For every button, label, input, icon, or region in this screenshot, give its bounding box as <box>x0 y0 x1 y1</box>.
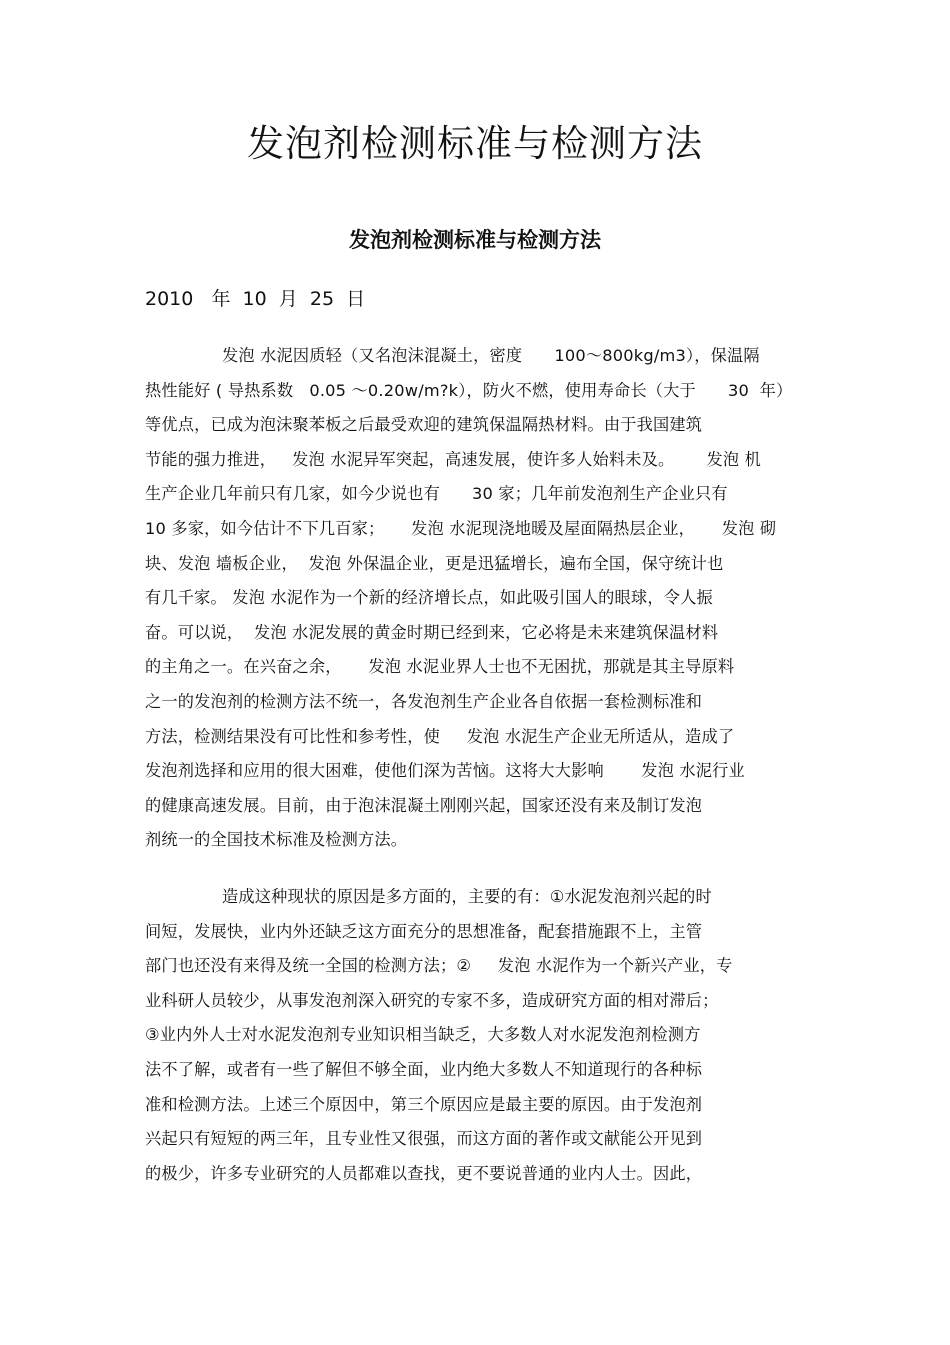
paragraph-line: 生产企业几年前只有几家，如今少说也有 30 家；几年前发泡剂生产企业只有 <box>145 484 728 504</box>
paragraph-line: 10 多家，如今估计不下几百家； 发泡 水泥现浇地暖及屋面隔热层企业， 发泡 砌 <box>145 518 777 538</box>
document-subtitle: 发泡剂检测标准与检测方法 <box>349 228 601 252</box>
paragraph-line: 的健康高速发展。目前，由于泡沫混凝土刚刚兴起，国家还没有来及制订发泡 <box>145 795 703 815</box>
paragraph-line: 准和检测方法。上述三个原因中，第三个原因应是最主要的原因。由于发泡剂 <box>145 1094 703 1114</box>
body-paragraph-2 <box>145 880 825 1191</box>
paragraph-line: 热性能好 ( 导热系数 0.05 ～0.20w/m?k），防火不燃，使用寿命长（大于 30 年） <box>145 380 793 400</box>
paragraph-line: 之一的发泡剂的检测方法不统一，各发泡剂生产企业各自依据一套检测标准和 <box>145 691 703 711</box>
document-date: 2010 年 10 月 25 日 <box>145 288 366 310</box>
paragraph-line: 等优点，已成为泡沫聚苯板之后最受欢迎的建筑保温隔热材料。由于我国建筑 <box>145 415 703 435</box>
paragraph-line: 的主角之一。在兴奋之余， 发泡 水泥业界人士也不无困扰，那就是其主导原料 <box>145 657 735 677</box>
paragraph-line: 块、发泡 墙板企业， 发泡 外保温企业，更是迅猛增长，遍布全国，保守统计也 <box>145 553 724 573</box>
paragraph-line: ③业内外人士对水泥发泡剂专业知识相当缺乏，大多数人对水泥发泡剂检测方 <box>145 1025 701 1045</box>
paragraph-line: 方法，检测结果没有可比性和参考性，使 发泡 水泥生产企业无所适从，造成了 <box>145 726 735 746</box>
paragraph-line: 间短，发展快，业内外还缺乏这方面充分的思想准备，配套措施跟不上，主管 <box>145 921 703 941</box>
paragraph-line: 部门也还没有来得及统一全国的检测方法；② 发泡 水泥作为一个新兴产业，专 <box>145 956 733 976</box>
document-title: 发泡剂检测标准与检测方法 <box>247 122 703 165</box>
paragraph-line: 发泡 水泥因质轻（又名泡沫混凝土，密度 100～800kg/m3），保温隔 <box>222 346 760 365</box>
paragraph-line: 造成这种现状的原因是多方面的，主要的有：①水泥发泡剂兴起的时 <box>222 887 712 906</box>
paragraph-line: 有几千家。 发泡 水泥作为一个新的经济增长点，如此吸引国人的眼球，令人振 <box>145 588 713 608</box>
paragraph-line: 业科研人员较少，从事发泡剂深入研究的专家不多，造成研究方面的相对滞后； <box>145 990 719 1010</box>
paragraph-line: 奋。可以说， 发泡 水泥发展的黄金时期已经到来，它必将是未来建筑保温材料 <box>145 622 719 642</box>
paragraph-line: 法不了解，或者有一些了解但不够全面，业内绝大多数人不知道现行的各种标 <box>145 1059 703 1079</box>
paragraph-line: 发泡剂选择和应用的很大困难，使他们深为苦恼。这将大大影响 发泡 水泥行业 <box>145 761 745 781</box>
paragraph-line: 兴起只有短短的两三年，且专业性又很强，而这方面的著作或文献能公开见到 <box>145 1129 703 1149</box>
paragraph-line: 剂统一的全国技术标准及检测方法。 <box>145 830 408 850</box>
paragraph-line: 的极少，许多专业研究的人员都难以查找，更不要说普通的业内人士。因此， <box>145 1163 703 1183</box>
body-paragraph-1 <box>145 339 825 858</box>
paragraph-line: 节能的强力推进， 发泡 水泥异军突起，高速发展，使许多人始料未及。 发泡 机 <box>145 449 761 469</box>
